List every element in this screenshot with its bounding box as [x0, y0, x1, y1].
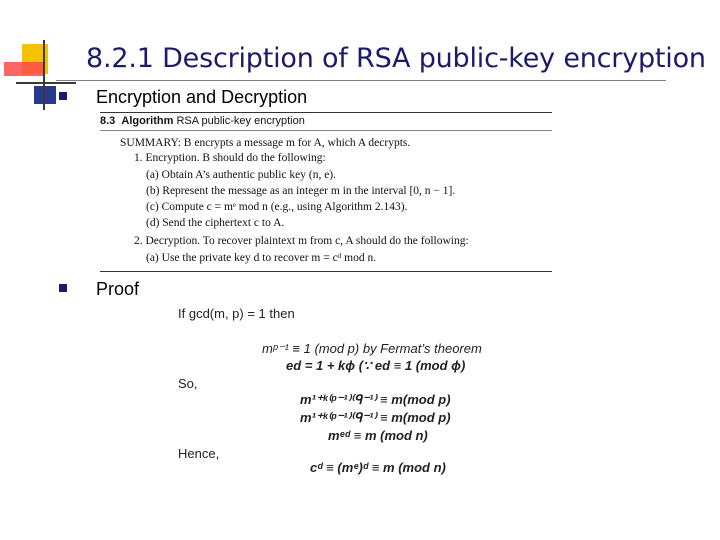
algorithm-step-2a: (a) Use the private key d to recover m = cᵈ mod n. [146, 252, 377, 264]
algorithm-step-1b: (b) Represent the message as an integer m in the interval [0, n − 1]. [146, 185, 456, 197]
bullet-proof: Proof [96, 279, 140, 299]
proof-final-equation: cᵈ ≡ (mᵉ)ᵈ ≡ m (mod n) [310, 460, 446, 475]
logo-blue-square [34, 86, 56, 104]
title-divider [56, 80, 666, 81]
algorithm-title: RSA public-key encryption [176, 115, 305, 127]
algorithm-box [100, 112, 552, 272]
proof-so: So, [178, 376, 198, 391]
algorithm-step-1d: (d) Send the ciphertext c to A. [146, 217, 285, 229]
proof-mod-p-equation-2: m¹⁺ᵏ⁽ᵖ⁻¹⁾⁽ᑫ⁻¹⁾ ≡ m(mod p) [300, 410, 451, 425]
logo-vertical-line [43, 40, 45, 110]
algorithm-step-1a: (a) Obtain A’s authentic public key (n, e). [146, 169, 337, 181]
proof-ed-equation: ed = 1 + kϕ (∵ ed ≡ 1 (mod ϕ) [286, 358, 466, 373]
algorithm-step-decryption: 2. Decryption. To recover plaintext m from c, A should do the following: [134, 235, 469, 247]
proof-hence: Hence, [178, 446, 220, 461]
bullet-square-icon [59, 92, 67, 100]
bullet-square-icon [59, 284, 67, 292]
algorithm-step-encryption: 1. Encryption. B should do the following: [134, 152, 326, 164]
logo-red-bar [4, 62, 44, 76]
algorithm-step-1c: (c) Compute c = mᵉ mod n (e.g., using Algorithm 2.143). [146, 201, 408, 213]
proof-mod-n-equation: mᵉᵈ ≡ m (mod n) [328, 428, 428, 443]
algorithm-heading [100, 114, 305, 129]
proof-fermat-equation: mᵖ⁻¹ ≡ 1 (mod p) by Fermat’s theorem [262, 341, 482, 356]
proof-if-line: If gcd(m, p) = 1 then [178, 306, 295, 321]
algorithm-number: 8.3 [100, 115, 116, 127]
algorithm-summary: SUMMARY: B encrypts a message m for A, which A decrypts. [120, 137, 411, 149]
slide-title: 8.2.1 Description of RSA public-key encryption [86, 43, 706, 74]
proof-mod-p-equation: m¹⁺ᵏ⁽ᵖ⁻¹⁾⁽ᑫ⁻¹⁾ ≡ m(mod p) [300, 392, 451, 407]
logo-horizontal-line [16, 82, 76, 84]
algorithm-top-rule [100, 112, 552, 113]
bullet-encryption-decryption: Encryption and Decryption [96, 87, 308, 107]
algorithm-label: Algorithm [121, 115, 174, 127]
algorithm-heading-rule [100, 130, 552, 131]
algorithm-bottom-rule [100, 271, 552, 272]
